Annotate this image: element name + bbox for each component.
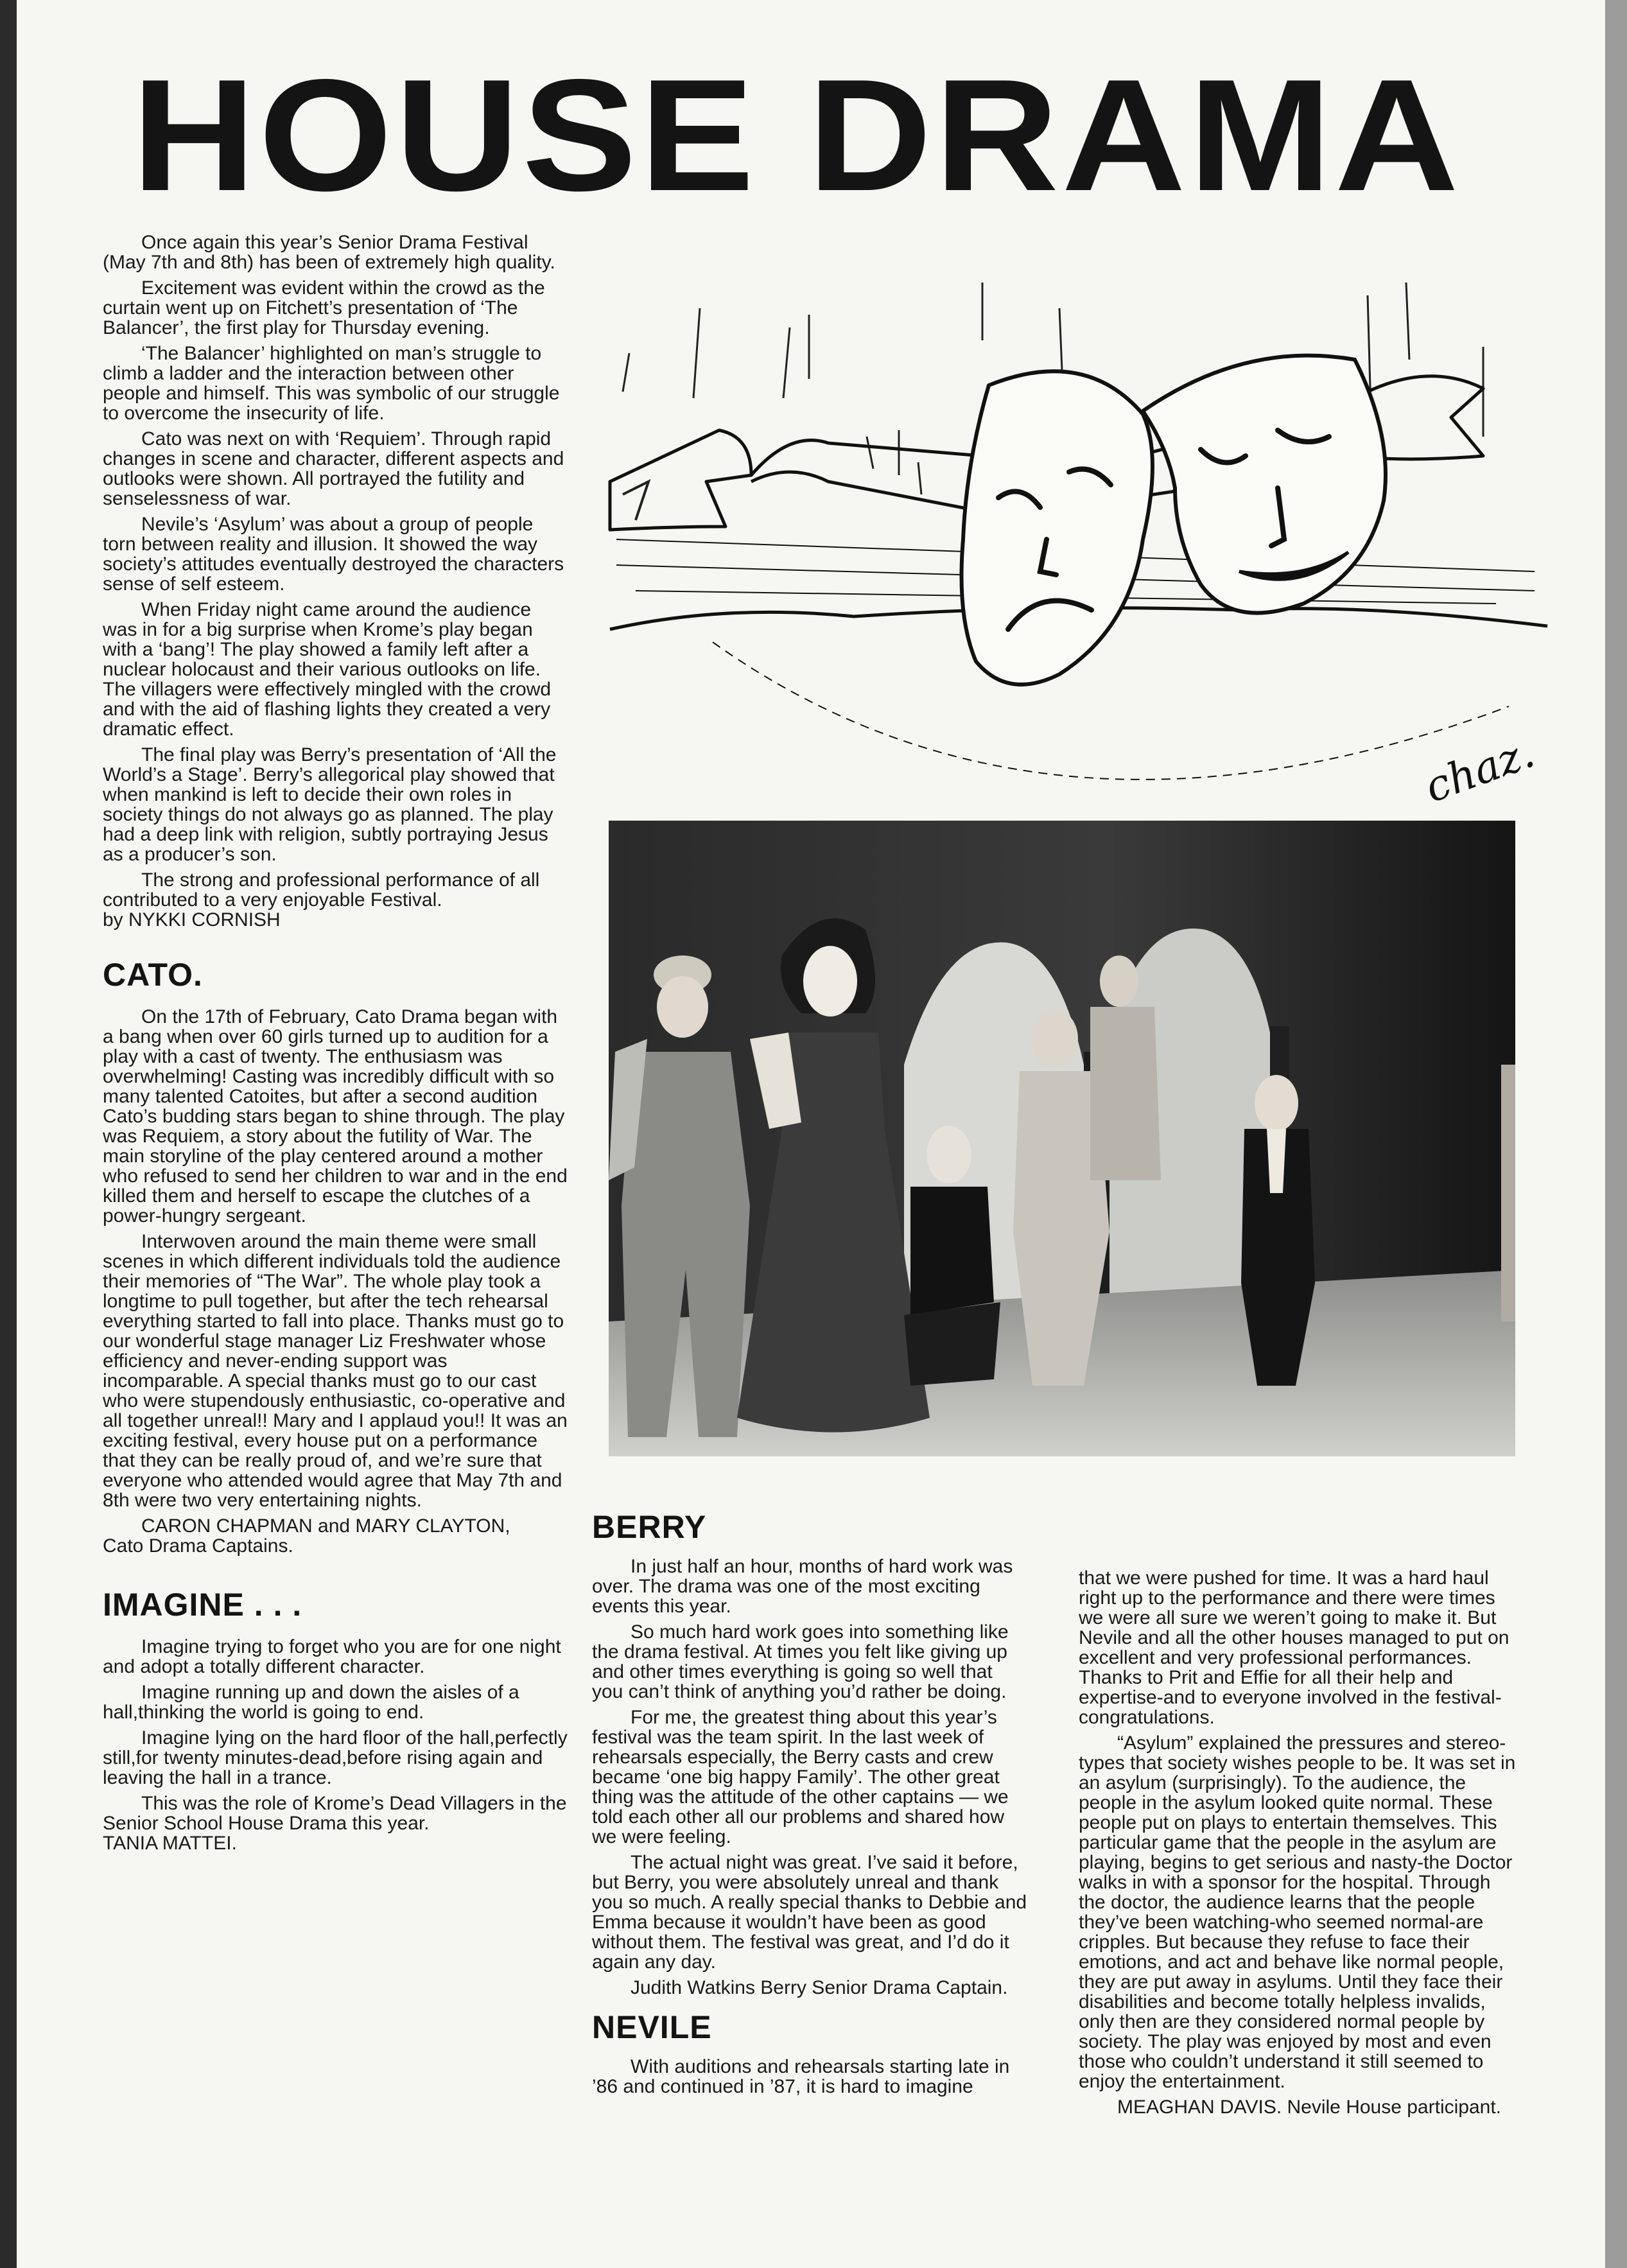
right-column: [1079, 1568, 1522, 2123]
signature: CARON CHAPMAN and MARY CLAYTON,: [141, 1515, 510, 1537]
byline: by NYKKI CORNISH: [103, 909, 281, 930]
theatre-masks-illustration: [597, 270, 1560, 835]
paragraph: The final play was Berry’s presentation of ‘All the World’s a Stage’. Berry’s allegorical play showed that when mankind is left to decide their own roles in society things do not always go as planned. The play had a deep link with religion, subtly portraying Jesus as a producer’s son.: [103, 744, 557, 865]
signature: Cato Drama Captains.: [103, 1535, 293, 1557]
cato-heading: CATO.: [103, 957, 203, 993]
binding-shadow: [0, 0, 17, 2268]
berry-heading: BERRY: [592, 1509, 707, 1545]
paragraph: On the 17th of February, Cato Drama began with a bang when over 60 girls turned up to audition for a play with a cast of twenty. The enthusiasm was overwhelming! Casting was incredibly difficult with so many talented Catoites, but after a second audition Cato’s budding stars began to shine through. The play was Requiem, a story about the futility of War. The main storyline of the play centered around a mother who refused to send her children to war and in the end killed them and herself to escape the clutches of a power-hungry sergeant.: [103, 1006, 568, 1226]
paragraph: In just half an hour, months of hard work was over. The drama was one of the most exciting events this year.: [592, 1556, 1013, 1617]
page-edge: [1605, 0, 1627, 2268]
nevile-heading: NEVILE: [592, 2009, 712, 2045]
imagine-heading: IMAGINE . . .: [103, 1587, 302, 1623]
paragraph: Interwoven around the main theme were small scenes in which different individuals told the audience their memories of “The War”. The whole play took a longtime to pull together, but after the tech rehearsal everything started to fall into place. Thanks must go to our wonderful stage manager Liz Freshwater whose efficiency and never-ending support was incomparable. A special thanks must go to our cast who were stupendously enthusiastic, co-operative and all together unreal!! Mary and I applaud you!! It was an exciting festival, every house put on a performance that they can be really proud of, and we’re sure that everyone who attended would agree that May 7th and 8th were two very entertaining nights.: [103, 1231, 568, 1511]
stage-performance-photo: [609, 821, 1515, 1456]
paragraph: Imagine lying on the hard floor of the hall,perfectly still,for twenty minutes-dead,before rising again and leaving the hall in a trance.: [103, 1727, 568, 1788]
middle-column: [592, 1509, 1029, 2102]
berry-article: [592, 1557, 1029, 1998]
paragraph: The strong and professional performance of all contributed to a very enjoyable Festival.: [103, 869, 540, 911]
artist-signature: chaz.: [1418, 727, 1541, 813]
page-title: HOUSE DRAMA: [132, 46, 1462, 224]
paragraph: When Friday night came around the audience was in for a big surprise when Krome’s play began with a ‘bang’! The play showed a family left after a nuclear holocaust and their various outlooks on life. The villagers were effectively mingled with the crowd and with the aid of flashing lights they created a very dramatic effect.: [103, 599, 552, 740]
paragraph: Imagine trying to forget who you are for one night and adopt a totally different character.: [103, 1636, 561, 1677]
paragraph: Once again this year’s Senior Drama Festival (May 7th and 8th) has been of extremely high quality.: [103, 232, 555, 273]
paragraph: So much hard work goes into something like the drama festival. At times you felt like giving up and other times everything is going so well that you can’t think of anything you’d rather be doing.: [592, 1621, 1009, 1702]
paragraph: This was the role of Krome’s Dead Villagers in the Senior School House Drama this year.: [103, 1793, 567, 1834]
paragraph: Cato was next on with ‘Requiem’. Through rapid changes in scene and character, different aspects and outlooks were shown. All portrayed the futility and senselessness of war.: [103, 428, 564, 509]
paragraph: Nevile’s ‘Asylum’ was about a group of people torn between reality and illusion. It showed the way society’s attitudes eventually destroyed the characters sense of self esteem.: [103, 514, 564, 595]
paragraph: Imagine running up and down the aisles of a hall,thinking the world is going to end.: [103, 1682, 519, 1723]
paragraph: that we were pushed for time. It was a hard haul right up to the performance and there were times we were all sure we weren’t going to make it. But Nevile and all the other houses managed to put on excellent and very professional performances. Thanks to Prit and Effie for all their help and expertise-and to everyone involved in the festival-congratulations.: [1079, 1567, 1510, 1728]
paragraph: Excitement was evident within the crowd as the curtain went up on Fitchett’s presentation of ‘The Balancer’, the first play for Thursday evening.: [103, 277, 545, 338]
paragraph: ‘The Balancer’ highlighted on man’s struggle to climb a ladder and the interaction between other people and himself. This was symbolic of our struggle to overcome the insecurity of life.: [103, 343, 560, 424]
paragraph: With auditions and rehearsals starting late in ’86 and continued in ’87, it is hard to imagine: [592, 2056, 1010, 2097]
imagine-article: [103, 1637, 570, 1853]
intro-article: [103, 232, 570, 930]
signature: MEAGHAN DAVIS. Nevile House participant.: [1117, 2097, 1501, 2118]
signature: Judith Watkins Berry Senior Drama Captain.: [631, 1977, 1008, 1998]
paragraph: “Asylum” explained the pressures and stereo-types that society wishes people to be. It was set in an asylum (surprisingly). To the audience, the people in the asylum looked quite normal. These people put on plays to entertain themselves. This particular game that the people in the asylum are playing, begins to get serious and nasty-the Doctor walks in with a sponsor for the hospital. Through the doctor, the audience learns that the people they’ve been watching-who seemed normal-are cripples. But because they refuse to face their emotions, and act and behave like normal people, they are put away in asylums. Until they face their disabilities and become totally helpless invalids, only then are they considered normal people by society. The play was enjoyed by most and even those who couldn’t understand it still seemed to enjoy the entertainment.: [1079, 1732, 1516, 2092]
paragraph: The actual night was great. I’ve said it before, but Berry, you were absolutely unreal and thank you so much. A really special thanks to Debbie and Emma because it wouldn’t have been as good without them. The festival was great, and I’d do it again any day.: [592, 1852, 1027, 1973]
cato-article: [103, 1007, 570, 1556]
paragraph: For me, the greatest thing about this year’s festival was the team spirit. In the last week of rehearsals especially, the Berry casts and crew became ‘one big happy Family’. The other great thing was the attitude of the other captains — we told each other all our problems and shared how we were feeling.: [592, 1707, 1009, 1847]
left-column: [103, 232, 570, 1859]
signature: TANIA MATTEI.: [103, 1833, 237, 1854]
